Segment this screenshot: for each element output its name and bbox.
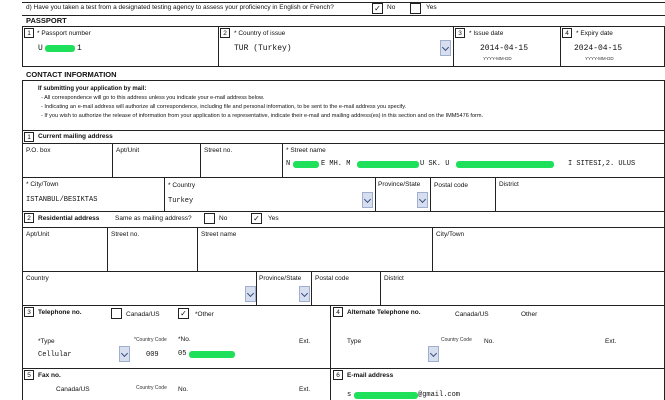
- mailing-province-dropdown-icon[interactable]: [417, 192, 428, 208]
- mailing-city-label: * City/Town: [26, 181, 59, 188]
- country-of-issue-dropdown-icon[interactable]: [440, 40, 451, 56]
- issue-date-hint: YYYY-MM-DD: [483, 56, 512, 61]
- street-name-part-c[interactable]: U SK. U: [420, 160, 450, 168]
- alt-telephone-type-dropdown-icon[interactable]: [428, 346, 439, 362]
- question-d-yes-label: Yes: [426, 4, 437, 11]
- residential-postal-label: Postal code: [315, 275, 349, 282]
- mail-info-bullet-2: - Indicating an e-mail address will authorize all correspondence, including file and personal information, to be sent to the e-mail address you specify.: [41, 104, 407, 110]
- issue-date-value[interactable]: 2014-04-15: [480, 44, 529, 53]
- residential-address-label: Residential address: [38, 215, 100, 222]
- residential-country-dropdown-icon[interactable]: [245, 286, 256, 302]
- po-box-label: P.O. box: [26, 147, 51, 154]
- street-redaction-2: [357, 161, 419, 168]
- same-as-mailing-no-checkbox[interactable]: [204, 213, 215, 224]
- telephone-type-value[interactable]: Cellular: [38, 351, 72, 359]
- street-name-part-a[interactable]: N: [286, 160, 291, 168]
- telephone-type-label: *Type: [38, 338, 55, 345]
- alt-telephone-no-label: No.: [484, 338, 495, 345]
- street-redaction-1: [293, 161, 319, 168]
- alt-telephone-label: Alternate Telephone no.: [347, 309, 421, 316]
- country-of-issue-label: * Country of issue: [234, 30, 286, 37]
- residential-city-label: City/Town: [436, 231, 465, 238]
- passport-num-4: 4: [562, 28, 572, 38]
- fax-no-label: No.: [178, 386, 189, 393]
- telephone-no-value[interactable]: 05: [178, 350, 187, 358]
- residential-country-label: Country: [26, 275, 49, 282]
- fax-canada-label: Canada/US: [56, 386, 90, 393]
- telephone-no-label: *No.: [178, 336, 191, 343]
- mailing-district-label: District: [499, 181, 519, 188]
- mailing-city-value[interactable]: ISTANBUL/BESIKTAS: [26, 196, 98, 204]
- country-of-issue-value[interactable]: TUR (Turkey): [234, 44, 292, 53]
- mailing-country-dropdown-icon[interactable]: [362, 192, 373, 208]
- email-redaction: [354, 392, 418, 399]
- passport-number-redaction: [45, 45, 75, 52]
- fax-ext-label: Ext.: [299, 386, 311, 393]
- fax-num: 5: [24, 370, 34, 380]
- email-value-end[interactable]: @gmail.com: [418, 391, 461, 399]
- residential-street-name-label: Street name: [201, 231, 237, 238]
- alt-telephone-canada-label: Canada/US: [455, 311, 489, 318]
- residential-apt-label: Apt/Unit: [26, 231, 50, 238]
- telephone-canada-label: Canada/US: [126, 311, 160, 318]
- passport-number-value-end[interactable]: 1: [77, 44, 82, 53]
- alt-telephone-num: 4: [333, 307, 343, 317]
- mailing-num: 1: [24, 132, 34, 142]
- mail-info-heading: If submitting your application by mail:: [38, 86, 147, 92]
- alt-telephone-ext-label: Ext.: [605, 338, 617, 345]
- passport-num-2: 2: [220, 28, 230, 38]
- email-label: E-mail address: [347, 372, 394, 379]
- mailing-apt-label: Apt/Unit: [116, 147, 140, 154]
- passport-number-label: * Passport number: [37, 30, 91, 37]
- telephone-type-dropdown-icon[interactable]: [119, 346, 130, 362]
- mailing-street-no-label: Street no.: [204, 147, 233, 154]
- residential-province-label: Province/State: [259, 275, 302, 282]
- alt-telephone-other-label: Other: [521, 311, 538, 318]
- contact-heading: CONTACT INFORMATION: [26, 70, 117, 79]
- mail-info-bullet-3: - If you wish to authorize the release of information from your application to a representative, indicate their e-mail and mailing address(es) in this section and on the IMM5476 form.: [41, 113, 484, 119]
- fax-country-code-label: Country Code: [136, 385, 167, 391]
- street-name-part-d[interactable]: I SITESI,2. ULUS: [568, 160, 636, 168]
- telephone-country-code-label: *Country Code: [134, 337, 167, 343]
- alt-telephone-type-label: Type: [347, 338, 362, 345]
- mailing-province-label: Province/State: [378, 181, 421, 188]
- issue-date-label: * Issue date: [469, 30, 504, 37]
- street-name-part-b[interactable]: E MH. M: [321, 160, 351, 168]
- mailing-postal-label: Postal code: [434, 182, 468, 189]
- passport-heading: PASSPORT: [26, 16, 67, 25]
- same-as-mailing-no-label: No: [219, 215, 228, 222]
- alt-telephone-country-code-label: Country Code: [441, 337, 472, 343]
- passport-num-1: 1: [24, 28, 34, 38]
- residential-street-no-label: Street no.: [111, 231, 140, 238]
- email-num: 6: [333, 370, 343, 380]
- mailing-country-label: * Country: [168, 182, 196, 189]
- mailing-address-label: Current mailing address: [38, 133, 113, 140]
- expiry-date-value[interactable]: 2024-04-15: [574, 44, 623, 53]
- residential-province-dropdown-icon[interactable]: [299, 286, 310, 302]
- same-as-mailing-yes-label: Yes: [268, 215, 279, 222]
- residential-num: 2: [24, 213, 34, 223]
- question-d-no-label: No: [387, 4, 396, 11]
- email-value-start[interactable]: s: [347, 391, 352, 399]
- mailing-street-name-label: * Street name: [286, 147, 326, 154]
- same-as-mailing-yes-checkbox[interactable]: ✓: [251, 213, 262, 224]
- telephone-country-code-value[interactable]: 009: [146, 351, 159, 359]
- question-d-yes-checkbox[interactable]: [410, 3, 421, 14]
- same-as-mailing-question: Same as mailing address?: [115, 215, 192, 222]
- question-d-no-checkbox[interactable]: ✓: [372, 3, 383, 14]
- telephone-label: Telephone no.: [38, 309, 82, 316]
- street-redaction-3: [456, 161, 554, 168]
- residential-district-label: District: [384, 275, 404, 282]
- fax-label: Fax no.: [38, 372, 61, 379]
- passport-num-3: 3: [455, 28, 465, 38]
- telephone-redaction: [189, 351, 235, 358]
- mail-info-bullet-1: - All correspondence will go to this address unless you indicate your e-mail address below.: [41, 95, 265, 101]
- question-d-text: d) Have you taken a test from a designated testing agency to assess your proficiency in English or French?: [26, 4, 334, 11]
- telephone-other-checkbox[interactable]: ✓: [178, 308, 189, 319]
- telephone-num: 3: [24, 307, 34, 317]
- telephone-other-label: *Other: [195, 311, 214, 318]
- expiry-date-hint: YYYY-MM-DD: [585, 56, 614, 61]
- expiry-date-label: * Expiry date: [576, 30, 613, 37]
- telephone-ext-label: Ext.: [299, 338, 311, 345]
- mailing-country-value[interactable]: Turkey: [168, 197, 194, 205]
- passport-number-value-start[interactable]: U: [38, 44, 43, 53]
- telephone-canada-checkbox[interactable]: [111, 308, 122, 319]
